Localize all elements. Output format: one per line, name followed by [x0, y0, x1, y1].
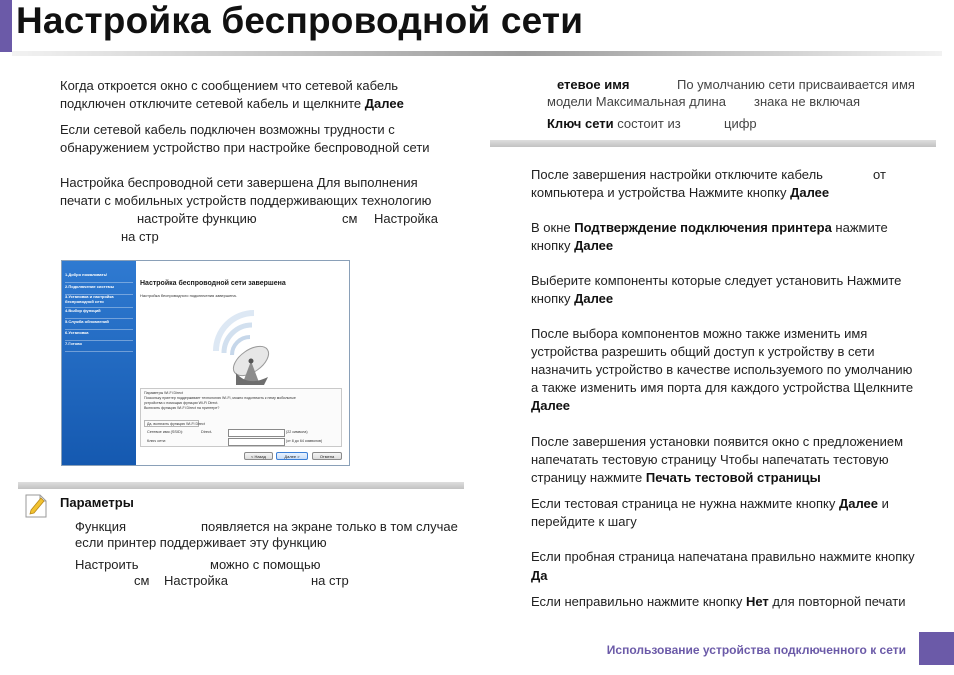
page-number-box	[919, 632, 954, 665]
cancel-button[interactable]: Отмена	[312, 452, 342, 460]
step2-line1: В окне Подтверждение подключения принтера нажмите	[531, 220, 888, 235]
installer-step: 3.Установка и настройка беспроводной сети	[65, 295, 133, 308]
step5-line3: страницу нажмите Печать тестовой страницы	[531, 470, 821, 485]
step6-line2: перейдите к шагу	[531, 514, 637, 529]
step7-line1: Если пробная страница напечатана правильно нажмите кнопку	[531, 549, 915, 564]
step1-line2: компьютера и устройства Нажмите кнопку Далее	[531, 185, 830, 200]
step8-line1: Если неправильно нажмите кнопку Нет для повторной печати	[531, 594, 906, 609]
panel-line: Поскольку принтер поддерживает технологию Wi-Fi, можно подключить к нему мобильные	[144, 396, 296, 400]
installer-step: 7.Готово	[65, 341, 133, 352]
right-top-line2b: знака не включая	[754, 94, 861, 109]
network-key-label: Ключ сети:	[147, 439, 167, 443]
note-line1a: Функция	[75, 519, 126, 534]
left-para2-line1: Если сетевой кабель подключен возможны трудности с	[60, 122, 395, 137]
installer-step: 6.Установка	[65, 330, 133, 341]
ssid-label: Сетевое имя (SSID):	[147, 430, 184, 434]
step3-line2: кнопку Далее	[531, 291, 614, 306]
installer-main	[138, 261, 349, 465]
left-para3-line2: печати с мобильных устройств поддерживающих технологию	[60, 193, 432, 208]
left-para1-line1: Когда откроется окно с сообщением что сетевой кабель	[60, 78, 399, 93]
left-para2-line2: обнаружением устройство при настройке беспроводной сети	[60, 140, 430, 155]
back-button[interactable]: < Назад	[244, 452, 273, 460]
note-line4a: см	[134, 573, 150, 588]
left-para3-line1: Настройка беспроводной сети завершена Для выполнения	[60, 175, 418, 190]
step4-line4: а также изменить имя порта для каждого устройства Щелкните	[531, 380, 914, 395]
right-top-line1a: етевое имя	[557, 77, 630, 92]
step4-line3: назначить устройство в качестве используемого по умолчанию	[531, 362, 913, 377]
right-divider	[490, 140, 936, 147]
note-line4c: на стр	[311, 573, 349, 588]
ssid-prefix: Direct-	[201, 430, 213, 434]
wifi-direct-checkbox[interactable]: Да, включить функцию Wi-Fi Direct	[144, 420, 199, 427]
note-line3b: можно с помощью	[210, 557, 321, 572]
installer-step: 4.Выбор функций	[65, 308, 133, 319]
network-key-hint: (от 8 до 64 символов)	[286, 439, 323, 443]
step2-line2: кнопку Далее	[531, 238, 614, 253]
title-divider	[12, 51, 942, 56]
installer-step: 2.Подключение системы	[65, 284, 133, 295]
step5-line1: После завершения установки появится окно с предложением	[531, 434, 904, 449]
step1-line1b: от	[873, 167, 886, 182]
header-accent-bar	[0, 0, 12, 52]
ssid-input[interactable]	[228, 429, 285, 437]
right-top-line1b: По умолчанию сети присваивается имя	[677, 77, 915, 92]
right-top-line3b: цифр	[724, 116, 757, 131]
right-top-line2a: модели Максимальная длина	[547, 94, 726, 109]
step3-line1: Выберите компоненты которые следует установить Нажмите	[531, 273, 902, 288]
panel-line: Параметры Wi-Fi Direct	[144, 391, 183, 395]
panel-line: Включить функцию Wi-Fi Direct на принтере?	[144, 406, 220, 410]
note-line3a: Настроить	[75, 557, 139, 572]
note-line1b: появляется на экране только в том случае	[201, 519, 458, 534]
wireless-dish-icon	[196, 301, 296, 391]
note-title: Параметры	[60, 495, 134, 510]
step1-line1a: После завершения настройки отключите кабель	[531, 167, 823, 182]
wifi-direct-panel	[140, 388, 342, 447]
step6-line1: Если тестовая страница не нужна нажмите кнопку Далее и	[531, 496, 889, 511]
left-para3-line3b: см	[342, 211, 358, 226]
step4-line1: После выбора компонентов можно также изменить имя	[531, 326, 868, 341]
step7-line2: Да	[531, 568, 548, 583]
installer-screenshot	[61, 260, 350, 466]
left-para3-line3a: настройте функцию	[137, 211, 257, 226]
installer-step: 1.Добро пожаловать!	[65, 272, 133, 283]
left-para1-line2: подключен отключите сетевой кабель и щелкните Далее	[60, 96, 404, 111]
note-pencil-icon	[24, 492, 48, 518]
page-title: Настройка беспроводной сети	[16, 0, 584, 41]
next-button[interactable]: Далее >	[276, 452, 308, 460]
note-divider	[18, 482, 464, 489]
step4-line5: Далее	[531, 398, 571, 413]
step4-line2: устройства разрешить общий доступ к устройству в сети	[531, 344, 875, 359]
network-key-input[interactable]	[228, 438, 285, 446]
panel-line: устройства с помощью функции Wi-Fi Direct.	[144, 401, 219, 405]
step5-line2: напечатать тестовую страницу Чтобы напечатать тестовую	[531, 452, 889, 467]
installer-sidebar	[62, 261, 136, 465]
installer-title: Настройка беспроводной сети завершена	[140, 280, 286, 287]
left-para3-line3c: Настройка	[374, 211, 438, 226]
installer-subtitle: Настройка беспроводного подключения завершена.	[140, 293, 237, 298]
footer-section-title: Использование устройства подключенного к сети	[606, 643, 906, 657]
installer-step: 5.Служба обновлений	[65, 319, 133, 330]
note-line2: если принтер поддерживает эту функцию	[75, 535, 327, 550]
left-para3-line4: на стр	[121, 229, 159, 244]
ssid-hint: (22 символа)	[286, 430, 308, 434]
right-top-line3a: Ключ сети состоит из	[547, 116, 681, 131]
note-line4b: Настройка	[164, 573, 228, 588]
